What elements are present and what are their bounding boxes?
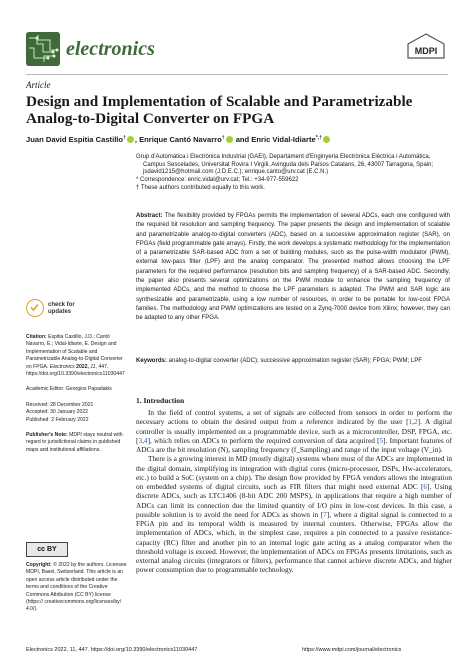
reference-link[interactable]: 7 [323,509,327,519]
citation-journal: Electronics [49,363,75,370]
check-for-updates-button[interactable] [26,299,106,323]
author-name: Juan David Espitia Castillo [26,135,124,144]
reference-link[interactable]: 1 [408,417,413,427]
received-date: Received: 28 December 2021 [26,401,94,408]
reference-link[interactable]: 2 [414,417,418,427]
author-list [26,135,456,144]
affiliation-emails: jsdavid1215@hotmail.com (J.D.E.C.); enrique.canto@urv.cat (E.C.N.) [143,169,329,176]
paragraph [136,454,452,574]
citation-year: 2022, [76,363,89,370]
footer-journal-url[interactable]: https://www.mdpi.com/journal/electronics [302,647,402,653]
keywords-text: analog-to-digital converter (ADC); successive approximation register (SAR); FPGA; PWM; LPF [168,358,422,364]
text-run: ], where a digital signal is connected to a FPGA pin and its temporal width is measured by internal counters. Otherwise, FPGAs allow the implementation of ADCs, which, in the simplest case, requires a pin connected to a passive resistance-capacity (RC) filter and another pin to an internal logic gate acting as a analog comparator when the threshold voltage is exceed. However, the implementation of ADCs on FPGAs presents limitations, such as external analog circuits (integrators or filters), performance that cannot achieve discrete ADCs, and higher power consumption due to programmable technology. [136,509,452,575]
text-run: ]. Using discrete ADCs, such as LTC1406 (8-bit ADC 200 MSPS), in applications that require a high number of ADCs can limit its connection due the limited quantity of I/O pins in low-cost devices. In this case, a possible solution is to avoid the need for ADCs as shown in [ [136,482,452,519]
cc-by-license-icon[interactable] [26,542,68,557]
cc-logo-text: cc BY [37,546,57,553]
footer-citation: Electronics 2022, 11, 447. https://doi.org/10.3390/electronics11030447 [26,647,198,653]
orcid-icon[interactable] [323,136,330,143]
citation-doi[interactable]: 447. https://doi.org/10.3390/electronics11030447 [26,363,125,378]
author-name: , Enrique Cantó Navarro [134,135,222,144]
text-run: , [142,435,144,445]
updates-icon [26,299,44,317]
updates-label-line1: check for [48,302,75,308]
abstract-label: Abstract: [136,213,163,219]
academic-editor: Academic Editor: Georgios Papadakis [26,386,112,393]
citation [26,334,128,378]
abstract [136,212,450,324]
text-run: In the field of control systems, a set of signals are collected from sensors in order to perform the necessary actions to obtain the desired output from a reference indicated by the user [ [136,408,452,427]
author-mark: *,† [315,135,322,141]
reference-link[interactable]: 5 [379,435,384,445]
correspondence: * Correspondence: enric.vidal@urv.cat; Tel.: +34-977-559622 [136,177,299,184]
author-mark: † [123,135,126,141]
published-date: Published: 2 February 2022 [26,416,89,423]
publisher-note-label: Publisher's Note: [26,432,68,439]
citation-text: Espitia Castillo, J.D.; Cantó Navarro, E.; Vidal-Idiarte, E. Design and Implementation of Scalable and Parametrizable Analog-to-Digital Converter on FPGA. [26,334,123,370]
reference-link[interactable]: 6 [423,482,428,491]
article-title: Design and Implementation of Scalable and Parametrizable Analog-to-Digital Converter on FPGA [26,93,413,127]
accepted-date: Accepted: 30 January 2022 [26,409,89,416]
updates-label-line2: updates [48,309,72,315]
paragraph [136,408,452,454]
article-type: Article [26,80,51,90]
abstract-text: The flexibility provided by FPGAs permits the implementation of several ADCs, each one configured with the required bit resolution and sampling frequency. The paper presents the design and implementation of scalable and parametrizable analog-to-digital converters (ADC), based on a successive approximation register (SAR), on FPGAs (field programmable gate arrays). Firstly, the work develops a systematic methodology for the implementation of a parametrizable SAR-based ADC from a set of building modules, such as the pulse-width modulator (PWM), external low-pass filter (LPF) and the analog comparator. The presented method allows choosing the LPF parameters for the required performance (resolution bits and sampling frequency) of a SAR-based ADC. Secondly, the paper also presents several optimizations on the PWM module to enhance the sampling frequency of implemented ADCs, and the method to choose the LPF parameters is adapted. The PWM and SAR logic are synthesizable and parametrizable, using a low number of resources, in order to be portable for low-cost FPGA families. The methodology and PWM optimizations are tested on a Zynq-7000 device from Xilinx; however, they can be adapted to any other FPGA. [136,213,450,322]
author-mark: † [221,135,225,141]
text-run: ]. Important features of ADCs are the bit resolution (N), sampling frequency (f_Sampling) and range of the input voltage (V_in). [136,435,452,454]
citation-volume: 11, [90,363,98,370]
keywords-label: Keywords: [136,358,167,364]
reference-link[interactable]: 3 [138,435,143,445]
keywords [136,357,450,366]
citation-label: Citation: [26,334,47,340]
text-run: ], which relies on ADCs to perform the required conversion of data acquired [ [147,435,380,445]
article-info-sidebar [26,334,128,454]
introduction-body [136,408,452,575]
publisher-note-text: MDPI stays neutral with regard to jurisdictional claims in published maps and institutional affiliations. [26,432,123,453]
copyright-notice [26,562,128,614]
copyright-text: © 2022 by the authors. Licensee MDPI, Basel, Switzerland. This article is an open access article distributed under the terms and conditions of the Creative Commons Attribution (CC BY) license (https:// creativecommons.org/licenses/by/ 4.0/). [26,562,127,613]
mdpi-logo [406,33,446,59]
publisher-note [26,432,128,454]
author-name: and Enric Vidal-Idiarte [235,135,316,144]
journal-logo [26,32,60,66]
affiliation-line: Campus Sescelades, Universitat Rovira I Virgili, Avinguda dels Països Catalans, 26, 43007 Tarragona, Spain; [143,161,434,168]
affiliation-block [136,154,452,193]
reference-link[interactable]: 4 [143,435,148,445]
orcid-icon[interactable] [127,136,134,143]
journal-name: electronics [66,38,155,60]
header-divider [26,74,448,75]
text-run: , [412,417,414,427]
orcid-icon[interactable] [226,136,233,143]
equal-contribution-note: † These authors contributed equally to this work. [136,184,265,191]
text-run: ]. A digital controller is usually implemented on a programmable device, such as a microcontroller, DSP, FPGA, etc. [ [136,417,452,445]
mdpi-logo-text: MDPI [414,46,438,56]
affiliation-line: Grup d'Automàtica i Electrònica Industrial (GAEI), Departament d'Enginyeria Electrònica Elèctrica i Automàtica, [136,154,431,160]
text-run: There is a growing interest in MD (mostly digital) systems where most of the ADCs are implemented in the digital domain, simplifying its integration with digital cores (micro-processor, DSPs, Hw-accelerators, etc.) to build a SoC (system on a chip). The design flow provided by FPGA vendors allows the integration on embedded systems of digital circuits, such as FIR filters that might need external ADC [ [136,454,452,491]
section-heading-introduction: 1. Introduction [136,396,185,405]
copyright-label: Copyright: [26,562,52,568]
